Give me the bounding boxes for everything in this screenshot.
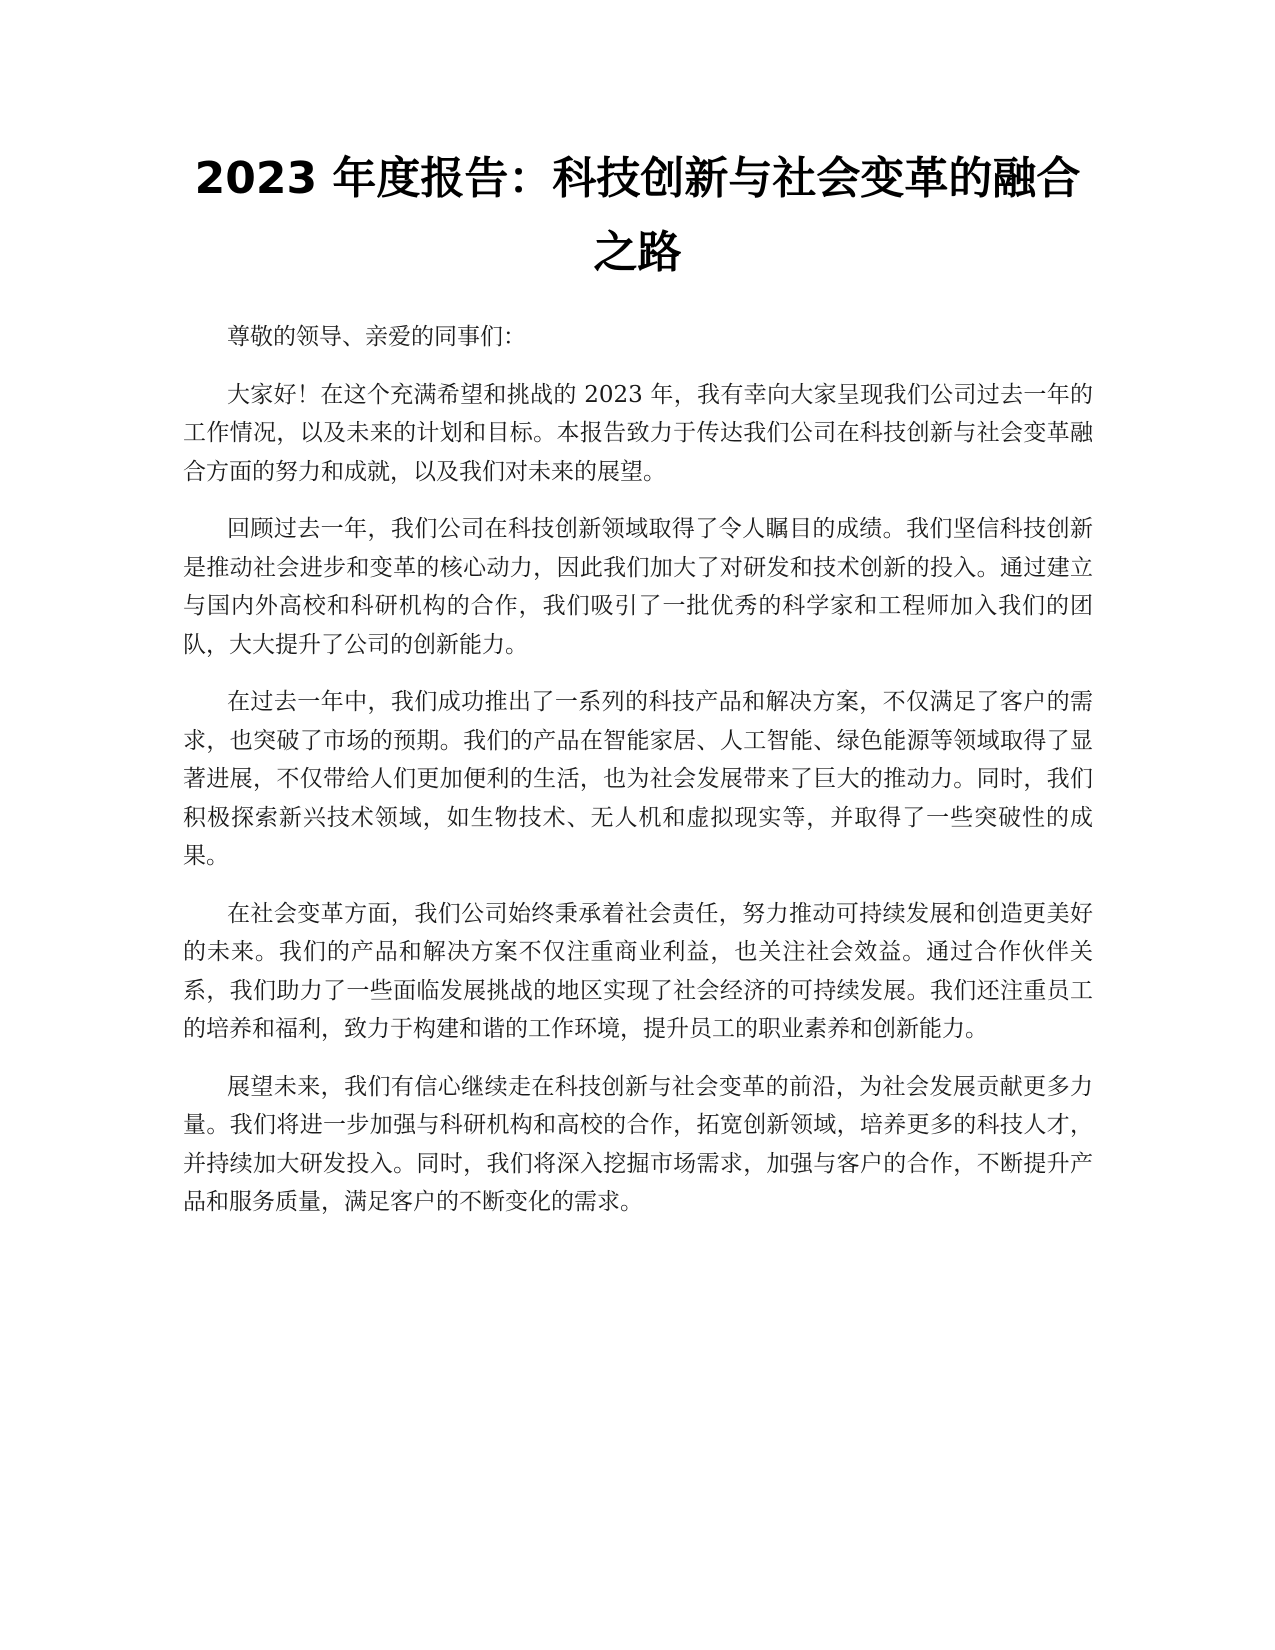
document-body (183, 318, 1093, 1241)
document-title: 2023 年度报告：科技创新与社会变革的融合之路 (194, 153, 1081, 278)
paragraph-outlook: 展望未来，我们有信心继续走在科技创新与社会变革的前沿，为社会发展贡献更多力量。我们将进一步加强与科研机构和高校的合作，拓宽创新领域，培养更多的科技人才，并持续加大研发投入。同时，我们将深入挖掘市场需求，加强与客户的合作，不断提升产品和服务质量，满足客户的不断变化的需求。 (183, 1073, 1093, 1215)
paragraph-products: 在过去一年中，我们成功推出了一系列的科技产品和解决方案，不仅满足了客户的需求，也突破了市场的预期。我们的产品在智能家居、人工智能、绿色能源等领域取得了显著进展，不仅带给人们更加便利的生活，也为社会发展带来了巨大的推动力。同时，我们积极探索新兴技术领域，如生物技术、无人机和虚拟现实等，并取得了一些突破性的成果。 (183, 689, 1093, 869)
salutation: 尊敬的领导、亲爱的同事们： (227, 324, 526, 350)
paragraph-social: 在社会变革方面，我们公司始终秉承着社会责任，努力推动可持续发展和创造更美好的未来。我们的产品和解决方案不仅注重商业利益，也关注社会效益。通过合作伙伴关系，我们助力了一些面临发展挑战的地区实现了社会经济的可持续发展。我们还注重员工的培养和福利，致力于构建和谐的工作环境，提升员工的职业素养和创新能力。 (183, 900, 1093, 1042)
paragraph-intro: 大家好！在这个充满希望和挑战的 2023 年，我有幸向大家呈现我们公司过去一年的工作情况，以及未来的计划和目标。本报告致力于传达我们公司在科技创新与社会变革融合方面的努力和成就，以及我们对未来的展望。 (183, 381, 1093, 485)
paragraph-review: 回顾过去一年，我们公司在科技创新领域取得了令人瞩目的成绩。我们坚信科技创新是推动社会进步和变革的核心动力，因此我们加大了对研发和技术创新的投入。通过建立与国内外高校和科研机构的合作，我们吸引了一批优秀的科学家和工程师加入我们的团队，大大提升了公司的创新能力。 (183, 516, 1093, 658)
